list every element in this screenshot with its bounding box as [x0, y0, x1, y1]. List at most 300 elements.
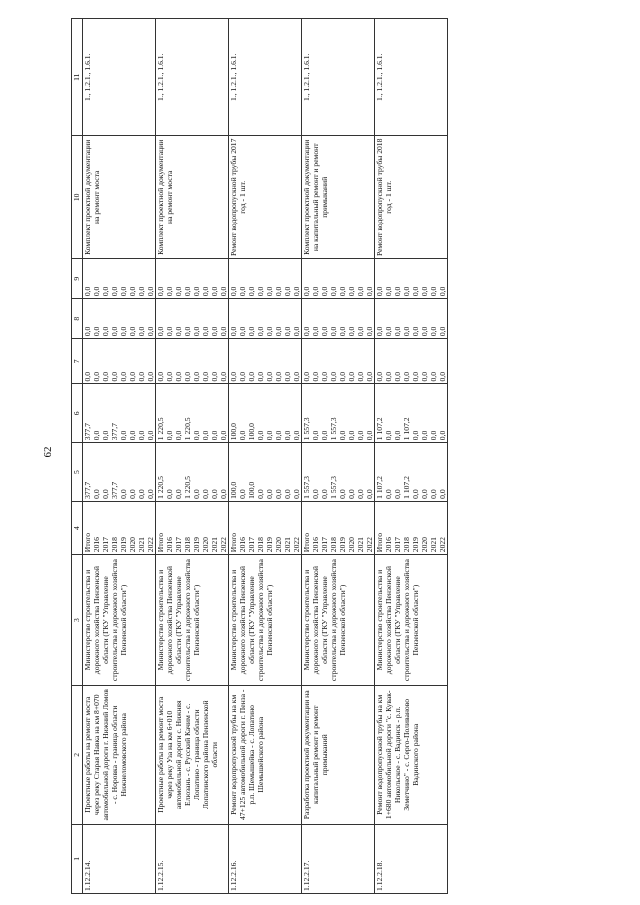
funding-c6 [229, 384, 302, 443]
year-label: 2016 [238, 537, 247, 553]
funding-value: 0,0 [210, 489, 219, 499]
year-list [156, 501, 229, 554]
funding-value: 0,0 [110, 372, 119, 382]
funding-value: 0,0 [320, 286, 329, 297]
funding-value: 0,0 [429, 286, 438, 297]
year-label: 2020 [347, 537, 356, 553]
funding-value: 1 107,2 [402, 417, 411, 441]
funding-value: 0,0 [375, 286, 384, 297]
funding-value: 0,0 [192, 430, 201, 441]
funding-value: 100,0 [229, 423, 238, 441]
measure-name: Ремонт водопропускной трубы на км 1+680 автомобильной дороги "с. Кувак-Никольское - с. Вадинск - р.п. Земетчино" - с. Серго-Поливаново Вадинского района [375, 685, 448, 824]
year-label: Итого [156, 532, 165, 553]
funding-value: 0,0 [229, 372, 238, 382]
funding-c9 [156, 259, 229, 299]
funding-value: 0,0 [238, 286, 247, 297]
funding-value: 0,0 [146, 489, 155, 499]
funding-c5 [156, 443, 229, 502]
executor: Министерство строительства и дорожного хозяйства Пензенской области (ГКУ "Управление строительства и дорожного хозяйства Пензенской области") [156, 555, 229, 686]
funding-value: 0,0 [283, 286, 292, 297]
funding-c8 [229, 299, 302, 339]
funding-value: 0,0 [256, 326, 265, 337]
funding-value: 0,0 [338, 372, 347, 382]
year-list [83, 501, 156, 554]
funding-value: 0,0 [338, 489, 347, 499]
funding-c9 [375, 259, 448, 299]
funding-c5 [302, 443, 375, 502]
table-row [229, 19, 302, 894]
year-label: 2017 [393, 537, 402, 553]
year-label: 2022 [292, 537, 301, 553]
funding-value: 377,7 [83, 481, 92, 499]
funding-value: 0,0 [92, 372, 101, 382]
year-label: 2021 [283, 537, 292, 553]
executor: Министерство строительства и дорожного хозяйства Пензенской области (ГКУ "Управление строительства и дорожного хозяйства Пензенской области") [229, 555, 302, 686]
funding-c9 [83, 259, 156, 299]
year-label: 2021 [429, 537, 438, 553]
funding-c6 [302, 384, 375, 443]
funding-value: 0,0 [356, 372, 365, 382]
funding-value: 0,0 [128, 286, 137, 297]
funding-value: 0,0 [265, 286, 274, 297]
funding-value: 0,0 [146, 372, 155, 382]
funding-value: 0,0 [311, 372, 320, 382]
measure-name: Проектные работы на ремонт моста через реку Узa на км 6+010 автомобильной дороги с. Нижняя Елюзань - с. Русский Качим - с. Лопатино - граница области Лопатинского района Пензенской области [156, 685, 229, 824]
funding-c8 [375, 299, 448, 339]
funding-value: 0,0 [365, 430, 374, 441]
funding-value: 0,0 [174, 372, 183, 382]
expected-result: Комплект проектной документации на капитальный ремонт и ремонт примыканий [302, 136, 375, 259]
funding-value: 0,0 [101, 286, 110, 297]
funding-value: 0,0 [265, 489, 274, 499]
funding-value: 0,0 [429, 372, 438, 382]
funding-value: 0,0 [128, 326, 137, 337]
funding-value: 0,0 [320, 372, 329, 382]
funding-value: 0,0 [110, 326, 119, 337]
year-label: 2022 [219, 537, 228, 553]
funding-value: 0,0 [365, 286, 374, 297]
rotated-page-content [71, 18, 579, 894]
funding-c5 [229, 443, 302, 502]
funding-value: 0,0 [420, 489, 429, 499]
funding-value: 0,0 [393, 326, 402, 337]
measure-name: Разработка проектной документации на капитальный ремонт и ремонт примыканий [302, 685, 375, 824]
year-label: 2018 [256, 537, 265, 553]
funding-value: 0,0 [256, 286, 265, 297]
funding-value: 0,0 [219, 286, 228, 297]
funding-c7 [375, 339, 448, 384]
funding-value: 0,0 [156, 372, 165, 382]
funding-value: 0,0 [384, 489, 393, 499]
funding-value: 0,0 [101, 326, 110, 337]
funding-value: 0,0 [347, 372, 356, 382]
year-label: 2020 [128, 537, 137, 553]
funding-value: 0,0 [119, 430, 128, 441]
funding-value: 0,0 [183, 372, 192, 382]
funding-value: 0,0 [265, 326, 274, 337]
funding-value: 0,0 [329, 326, 338, 337]
funding-value: 0,0 [137, 326, 146, 337]
funding-value: 100,0 [247, 423, 256, 441]
funding-value: 0,0 [256, 430, 265, 441]
funding-value: 0,0 [110, 286, 119, 297]
funding-c7 [229, 339, 302, 384]
funding-value: 0,0 [192, 326, 201, 337]
funding-value: 0,0 [365, 372, 374, 382]
funding-value: 0,0 [292, 430, 301, 441]
funding-value: 1 220,5 [156, 476, 165, 499]
year-label: 2018 [110, 537, 119, 553]
table-viewport [71, 18, 579, 894]
expected-result: Ремонт водопропускной трубы 2017 год - 1 шт. [229, 136, 302, 259]
funding-value: 0,0 [219, 489, 228, 499]
year-label: Итого [375, 532, 384, 553]
table-row [156, 19, 229, 894]
funding-value: 0,0 [274, 326, 283, 337]
funding-value: 0,0 [283, 326, 292, 337]
measure-id: 1.12.2.17. [302, 824, 375, 893]
table-row [83, 19, 156, 894]
funding-value: 0,0 [338, 286, 347, 297]
funding-value: 0,0 [265, 430, 274, 441]
funding-value: 0,0 [384, 326, 393, 337]
funding-value: 1 220,5 [183, 417, 192, 441]
funding-value: 0,0 [420, 326, 429, 337]
year-label: 2020 [420, 537, 429, 553]
funding-value: 0,0 [210, 372, 219, 382]
funding-value: 0,0 [356, 326, 365, 337]
funding-value: 0,0 [219, 326, 228, 337]
funding-value: 0,0 [320, 430, 329, 441]
indicator-refs: 1., 1.2.1., 1.6.1. [156, 19, 229, 136]
funding-value: 0,0 [411, 286, 420, 297]
year-label: 2017 [101, 537, 110, 553]
funding-value: 0,0 [119, 326, 128, 337]
funding-value: 0,0 [83, 372, 92, 382]
funding-c5 [375, 443, 448, 502]
funding-value: 0,0 [420, 286, 429, 297]
funding-value: 0,0 [411, 372, 420, 382]
funding-value: 0,0 [238, 489, 247, 499]
funding-value: 0,0 [229, 286, 238, 297]
funding-value: 0,0 [292, 286, 301, 297]
funding-value: 0,0 [137, 372, 146, 382]
funding-value: 0,0 [292, 489, 301, 499]
funding-value: 0,0 [292, 326, 301, 337]
funding-value: 0,0 [128, 489, 137, 499]
executor: Министерство строительства и дорожного хозяйства Пензенской области (ГКУ "Управление строительства и дорожного хозяйства Пензенской области") [375, 555, 448, 686]
funding-value: 100,0 [247, 481, 256, 499]
year-label: 2016 [384, 537, 393, 553]
funding-value: 0,0 [283, 372, 292, 382]
header-row [72, 19, 83, 894]
table-row [302, 19, 375, 894]
funding-value: 0,0 [347, 489, 356, 499]
funding-value: 0,0 [393, 489, 402, 499]
measure-id: 1.12.2.15. [156, 824, 229, 893]
funding-value: 377,7 [83, 423, 92, 441]
funding-value: 0,0 [165, 326, 174, 337]
funding-value: 1 107,2 [375, 417, 384, 441]
funding-value: 0,0 [338, 326, 347, 337]
year-label: Итого [83, 532, 92, 553]
year-label: 2021 [356, 537, 365, 553]
funding-value: 0,0 [420, 430, 429, 441]
funding-value: 0,0 [438, 326, 447, 337]
table-row [375, 19, 448, 894]
funding-c8 [83, 299, 156, 339]
funding-value: 0,0 [438, 489, 447, 499]
funding-value: 0,0 [165, 489, 174, 499]
funding-value: 0,0 [210, 430, 219, 441]
funding-value: 0,0 [101, 430, 110, 441]
page-number: 62 [42, 446, 54, 458]
funding-value: 0,0 [311, 489, 320, 499]
funding-value: 0,0 [201, 372, 210, 382]
funding-c9 [302, 259, 375, 299]
expected-result: Ремонт водопропускной трубы 2018 год - 1 шт. [375, 136, 448, 259]
funding-c9 [229, 259, 302, 299]
funding-c5 [83, 443, 156, 502]
funding-value: 0,0 [146, 430, 155, 441]
funding-value: 0,0 [274, 286, 283, 297]
funding-value: 0,0 [183, 326, 192, 337]
funding-value: 1 557,3 [302, 476, 311, 499]
funding-value: 0,0 [347, 286, 356, 297]
funding-value: 0,0 [302, 372, 311, 382]
funding-value: 0,0 [393, 286, 402, 297]
funding-value: 0,0 [292, 372, 301, 382]
funding-value: 0,0 [311, 430, 320, 441]
year-label: 2021 [210, 537, 219, 553]
funding-value: 0,0 [429, 489, 438, 499]
funding-value: 0,0 [137, 286, 146, 297]
funding-value: 0,0 [174, 489, 183, 499]
funding-value: 0,0 [320, 326, 329, 337]
funding-value: 377,7 [110, 423, 119, 441]
funding-value: 0,0 [311, 286, 320, 297]
funding-value: 0,0 [247, 372, 256, 382]
funding-value: 0,0 [92, 489, 101, 499]
funding-value: 0,0 [192, 286, 201, 297]
funding-value: 0,0 [219, 430, 228, 441]
year-list [302, 501, 375, 554]
funding-value: 0,0 [420, 372, 429, 382]
funding-value: 0,0 [356, 286, 365, 297]
year-list [229, 501, 302, 554]
year-label: 2017 [174, 537, 183, 553]
funding-value: 0,0 [165, 430, 174, 441]
funding-value: 0,0 [174, 326, 183, 337]
funding-value: 0,0 [283, 430, 292, 441]
funding-value: 0,0 [137, 430, 146, 441]
year-label: 2016 [92, 537, 101, 553]
funding-value: 0,0 [302, 326, 311, 337]
funding-value: 0,0 [256, 489, 265, 499]
year-label: 2016 [311, 537, 320, 553]
executor: Министерство строительства и дорожного хозяйства Пензенской области (ГКУ "Управление строительства и дорожного хозяйства Пензенской области") [302, 555, 375, 686]
funding-value: 0,0 [219, 372, 228, 382]
funding-value: 100,0 [229, 481, 238, 499]
funding-value: 0,0 [411, 326, 420, 337]
indicator-refs: 1., 1.2.1., 1.6.1. [83, 19, 156, 136]
col-header: 8 [72, 299, 83, 339]
funding-value: 0,0 [311, 326, 320, 337]
year-label: 2018 [402, 537, 411, 553]
year-label: 2017 [247, 537, 256, 553]
funding-value: 0,0 [229, 326, 238, 337]
funding-value: 0,0 [265, 372, 274, 382]
funding-value: 0,0 [92, 286, 101, 297]
year-label: Итого [302, 532, 311, 553]
year-label: 2022 [146, 537, 155, 553]
executor: Министерство строительства и дорожного хозяйства Пензенской области (ГКУ "Управление строительства и дорожного хозяйства Пензенской области") [83, 555, 156, 686]
funding-value: 0,0 [156, 326, 165, 337]
funding-value: 0,0 [338, 430, 347, 441]
funding-value: 0,0 [210, 326, 219, 337]
funding-value: 0,0 [438, 430, 447, 441]
col-header: 6 [72, 384, 83, 443]
funding-c6 [83, 384, 156, 443]
funding-value: 0,0 [238, 430, 247, 441]
funding-value: 0,0 [119, 372, 128, 382]
funding-value: 0,0 [302, 286, 311, 297]
funding-value: 0,0 [384, 372, 393, 382]
funding-value: 0,0 [210, 286, 219, 297]
table-body [83, 19, 448, 894]
funding-c7 [302, 339, 375, 384]
expected-result: Комплект проектной документации на ремонт моста [83, 136, 156, 259]
col-header: 10 [72, 136, 83, 259]
funding-value: 1 557,3 [329, 476, 338, 499]
funding-value: 0,0 [247, 326, 256, 337]
funding-value: 0,0 [165, 372, 174, 382]
funding-value: 0,0 [329, 286, 338, 297]
funding-value: 0,0 [283, 489, 292, 499]
funding-value: 0,0 [119, 286, 128, 297]
funding-value: 0,0 [384, 430, 393, 441]
funding-value: 1 107,2 [375, 476, 384, 499]
year-label: 2019 [265, 537, 274, 553]
funding-value: 0,0 [411, 489, 420, 499]
expected-result: Комплект проектной документации на ремонт моста [156, 136, 229, 259]
funding-value: 0,0 [411, 430, 420, 441]
funding-value: 0,0 [201, 286, 210, 297]
funding-value: 0,0 [384, 286, 393, 297]
measure-id: 1.12.2.18. [375, 824, 448, 893]
funding-value: 0,0 [201, 489, 210, 499]
funding-c8 [302, 299, 375, 339]
funding-value: 0,0 [438, 372, 447, 382]
col-header: 3 [72, 555, 83, 686]
program-measures-table [71, 18, 448, 894]
funding-c7 [156, 339, 229, 384]
year-label: 2017 [320, 537, 329, 553]
funding-value: 0,0 [393, 372, 402, 382]
funding-value: 0,0 [146, 286, 155, 297]
funding-value: 0,0 [320, 489, 329, 499]
funding-value: 0,0 [101, 489, 110, 499]
funding-value: 1 107,2 [402, 476, 411, 499]
funding-value: 1 557,3 [329, 417, 338, 441]
funding-value: 0,0 [274, 430, 283, 441]
funding-value: 0,0 [402, 326, 411, 337]
year-label: 2019 [338, 537, 347, 553]
funding-value: 0,0 [201, 326, 210, 337]
col-header: 7 [72, 339, 83, 384]
funding-value: 377,7 [110, 481, 119, 499]
funding-value: 0,0 [92, 326, 101, 337]
year-label: 2020 [274, 537, 283, 553]
measure-id: 1.12.2.16. [229, 824, 302, 893]
funding-value: 0,0 [238, 372, 247, 382]
funding-value: 0,0 [347, 326, 356, 337]
funding-value: 0,0 [146, 326, 155, 337]
funding-value: 0,0 [274, 372, 283, 382]
year-label: 2018 [329, 537, 338, 553]
funding-value: 0,0 [402, 286, 411, 297]
funding-value: 0,0 [365, 326, 374, 337]
funding-value: 0,0 [429, 430, 438, 441]
col-header: 5 [72, 443, 83, 502]
measure-name: Проектные работы на ремонт моста через реку Старая Навка на км 8+070 автомобильной дороги г. Нижний Ломов - с. Норовка - граница области Нижнеломовского района [83, 685, 156, 824]
funding-value: 0,0 [247, 286, 256, 297]
funding-value: 0,0 [92, 430, 101, 441]
year-label: 2021 [137, 537, 146, 553]
funding-value: 0,0 [356, 430, 365, 441]
year-label: 2018 [183, 537, 192, 553]
funding-value: 0,0 [274, 489, 283, 499]
funding-value: 0,0 [438, 286, 447, 297]
funding-value: 0,0 [128, 372, 137, 382]
funding-value: 0,0 [192, 489, 201, 499]
funding-value: 0,0 [156, 286, 165, 297]
year-label: Итого [229, 532, 238, 553]
indicator-refs: 1., 1.2.1., 1.6.1. [375, 19, 448, 136]
funding-value: 0,0 [365, 489, 374, 499]
funding-value: 0,0 [83, 326, 92, 337]
funding-value: 0,0 [375, 372, 384, 382]
funding-value: 0,0 [174, 430, 183, 441]
funding-value: 0,0 [174, 286, 183, 297]
funding-value: 1 557,3 [302, 417, 311, 441]
funding-value: 0,0 [101, 372, 110, 382]
measure-id: 1.12.2.14. [83, 824, 156, 893]
year-label: 2020 [201, 537, 210, 553]
measure-name: Ремонт водопропускной трубы на км 47+125 автомобильной дороги г. Пенза - р.п. Шемышейка - с. Лопатино Шемышейского района [229, 685, 302, 824]
funding-c7 [83, 339, 156, 384]
funding-c6 [375, 384, 448, 443]
funding-c6 [156, 384, 229, 443]
year-label: 2019 [119, 537, 128, 553]
funding-value: 0,0 [201, 430, 210, 441]
funding-value: 1 220,5 [183, 476, 192, 499]
col-header: 11 [72, 19, 83, 136]
year-label: 2022 [365, 537, 374, 553]
indicator-refs: 1., 1.2.1., 1.6.1. [302, 19, 375, 136]
funding-value: 0,0 [429, 326, 438, 337]
col-header: 2 [72, 685, 83, 824]
col-header: 9 [72, 259, 83, 299]
funding-value: 0,0 [329, 372, 338, 382]
funding-value: 0,0 [356, 489, 365, 499]
funding-value: 0,0 [375, 326, 384, 337]
funding-value: 0,0 [347, 430, 356, 441]
year-label: 2019 [411, 537, 420, 553]
funding-value: 0,0 [183, 286, 192, 297]
funding-value: 0,0 [137, 489, 146, 499]
funding-value: 0,0 [119, 489, 128, 499]
